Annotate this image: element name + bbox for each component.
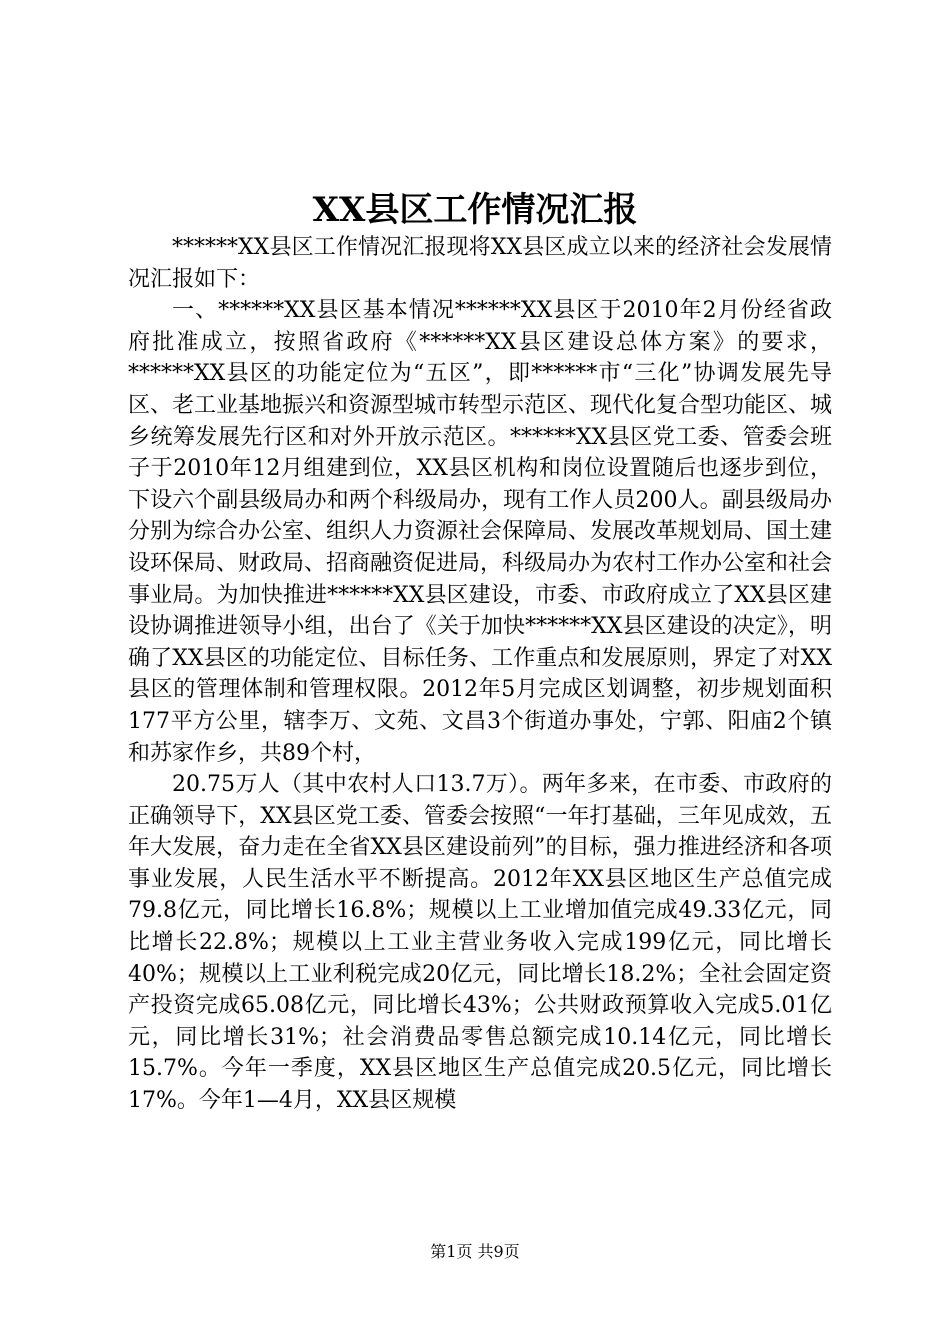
document-title: XX县区工作情况汇报 xyxy=(312,190,638,230)
document-body xyxy=(128,232,832,1117)
page-number-footer: 第1页 共9页 xyxy=(430,1242,520,1261)
paragraph-intro: ******XX县区工作情况汇报现将XX县区成立以来的经济社会发展情况汇报如下： xyxy=(128,235,832,292)
paragraph-economic-results: 20.75万人（其中农村人口13.7万）。两年多来，在市委、市政府的正确领导下，XX县区党工委、管委会按照“一年打基础，三年见成效，五年大发展，奋力走在全省XX县区建设前列”的目标，强力推进经济和各项事业发展，人民生活水平不断提高。2012年XX县区地区生产总值完成79.8亿元，同比增长16.8%；规模以上工业增加值完成49.33亿元，同比增长22.8%；规模以上工业主营业务收入完成199亿元，同比增长40%；规模以上工业利税完成20亿元，同比增长18.2%；全社会固定资产投资完成65.08亿元，同比增长43%；公共财政预算收入完成5.01亿元，同比增长31%；社会消费品零售总额完成10.14亿元，同比增长15.7%。今年一季度，XX县区地区生产总值完成20.5亿元，同比增长17%。今年1—4月，XX县区规模 xyxy=(128,772,832,1114)
paragraph-basic-situation: 一、******XX县区基本情况******XX县区于2010年2月份经省政府批准成立，按照省政府《******XX县区建设总体方案》的要求，******XX县区的功能定位为“五区”，即******市“三化”协调发展先导区、老工业基地振兴和资源型城市转型示范区、现代化复合型功能区、城乡统筹发展先行区和对外开放示范区。******XX县区党工委、管委会班子于2010年12月组建到位，XX县区机构和岗位设置随后也逐步到位，下设六个副县级局办和两个科级局办，现有工作人员200人。副县级局办分别为综合办公室、组织人力资源社会保障局、发展改革规划局、国土建设环保局、财政局、招商融资促进局，科级局办为农村工作办公室和社会事业局。为加快推进******XX县区建设，市委、市政府成立了XX县区建设协调推进领导小组，出台了《关于加快******XX县区建设的决定》，明确了XX县区的功能定位、目标任务、工作重点和发展原则，界定了对XX县区的管理体制和管理权限。2012年5月完成区划调整，初步规划面积177平方公里，辖李万、文苑、文昌3个街道办事处，宁郭、阳庙2个镇和苏家作乡，共89个村， xyxy=(128,298,833,766)
